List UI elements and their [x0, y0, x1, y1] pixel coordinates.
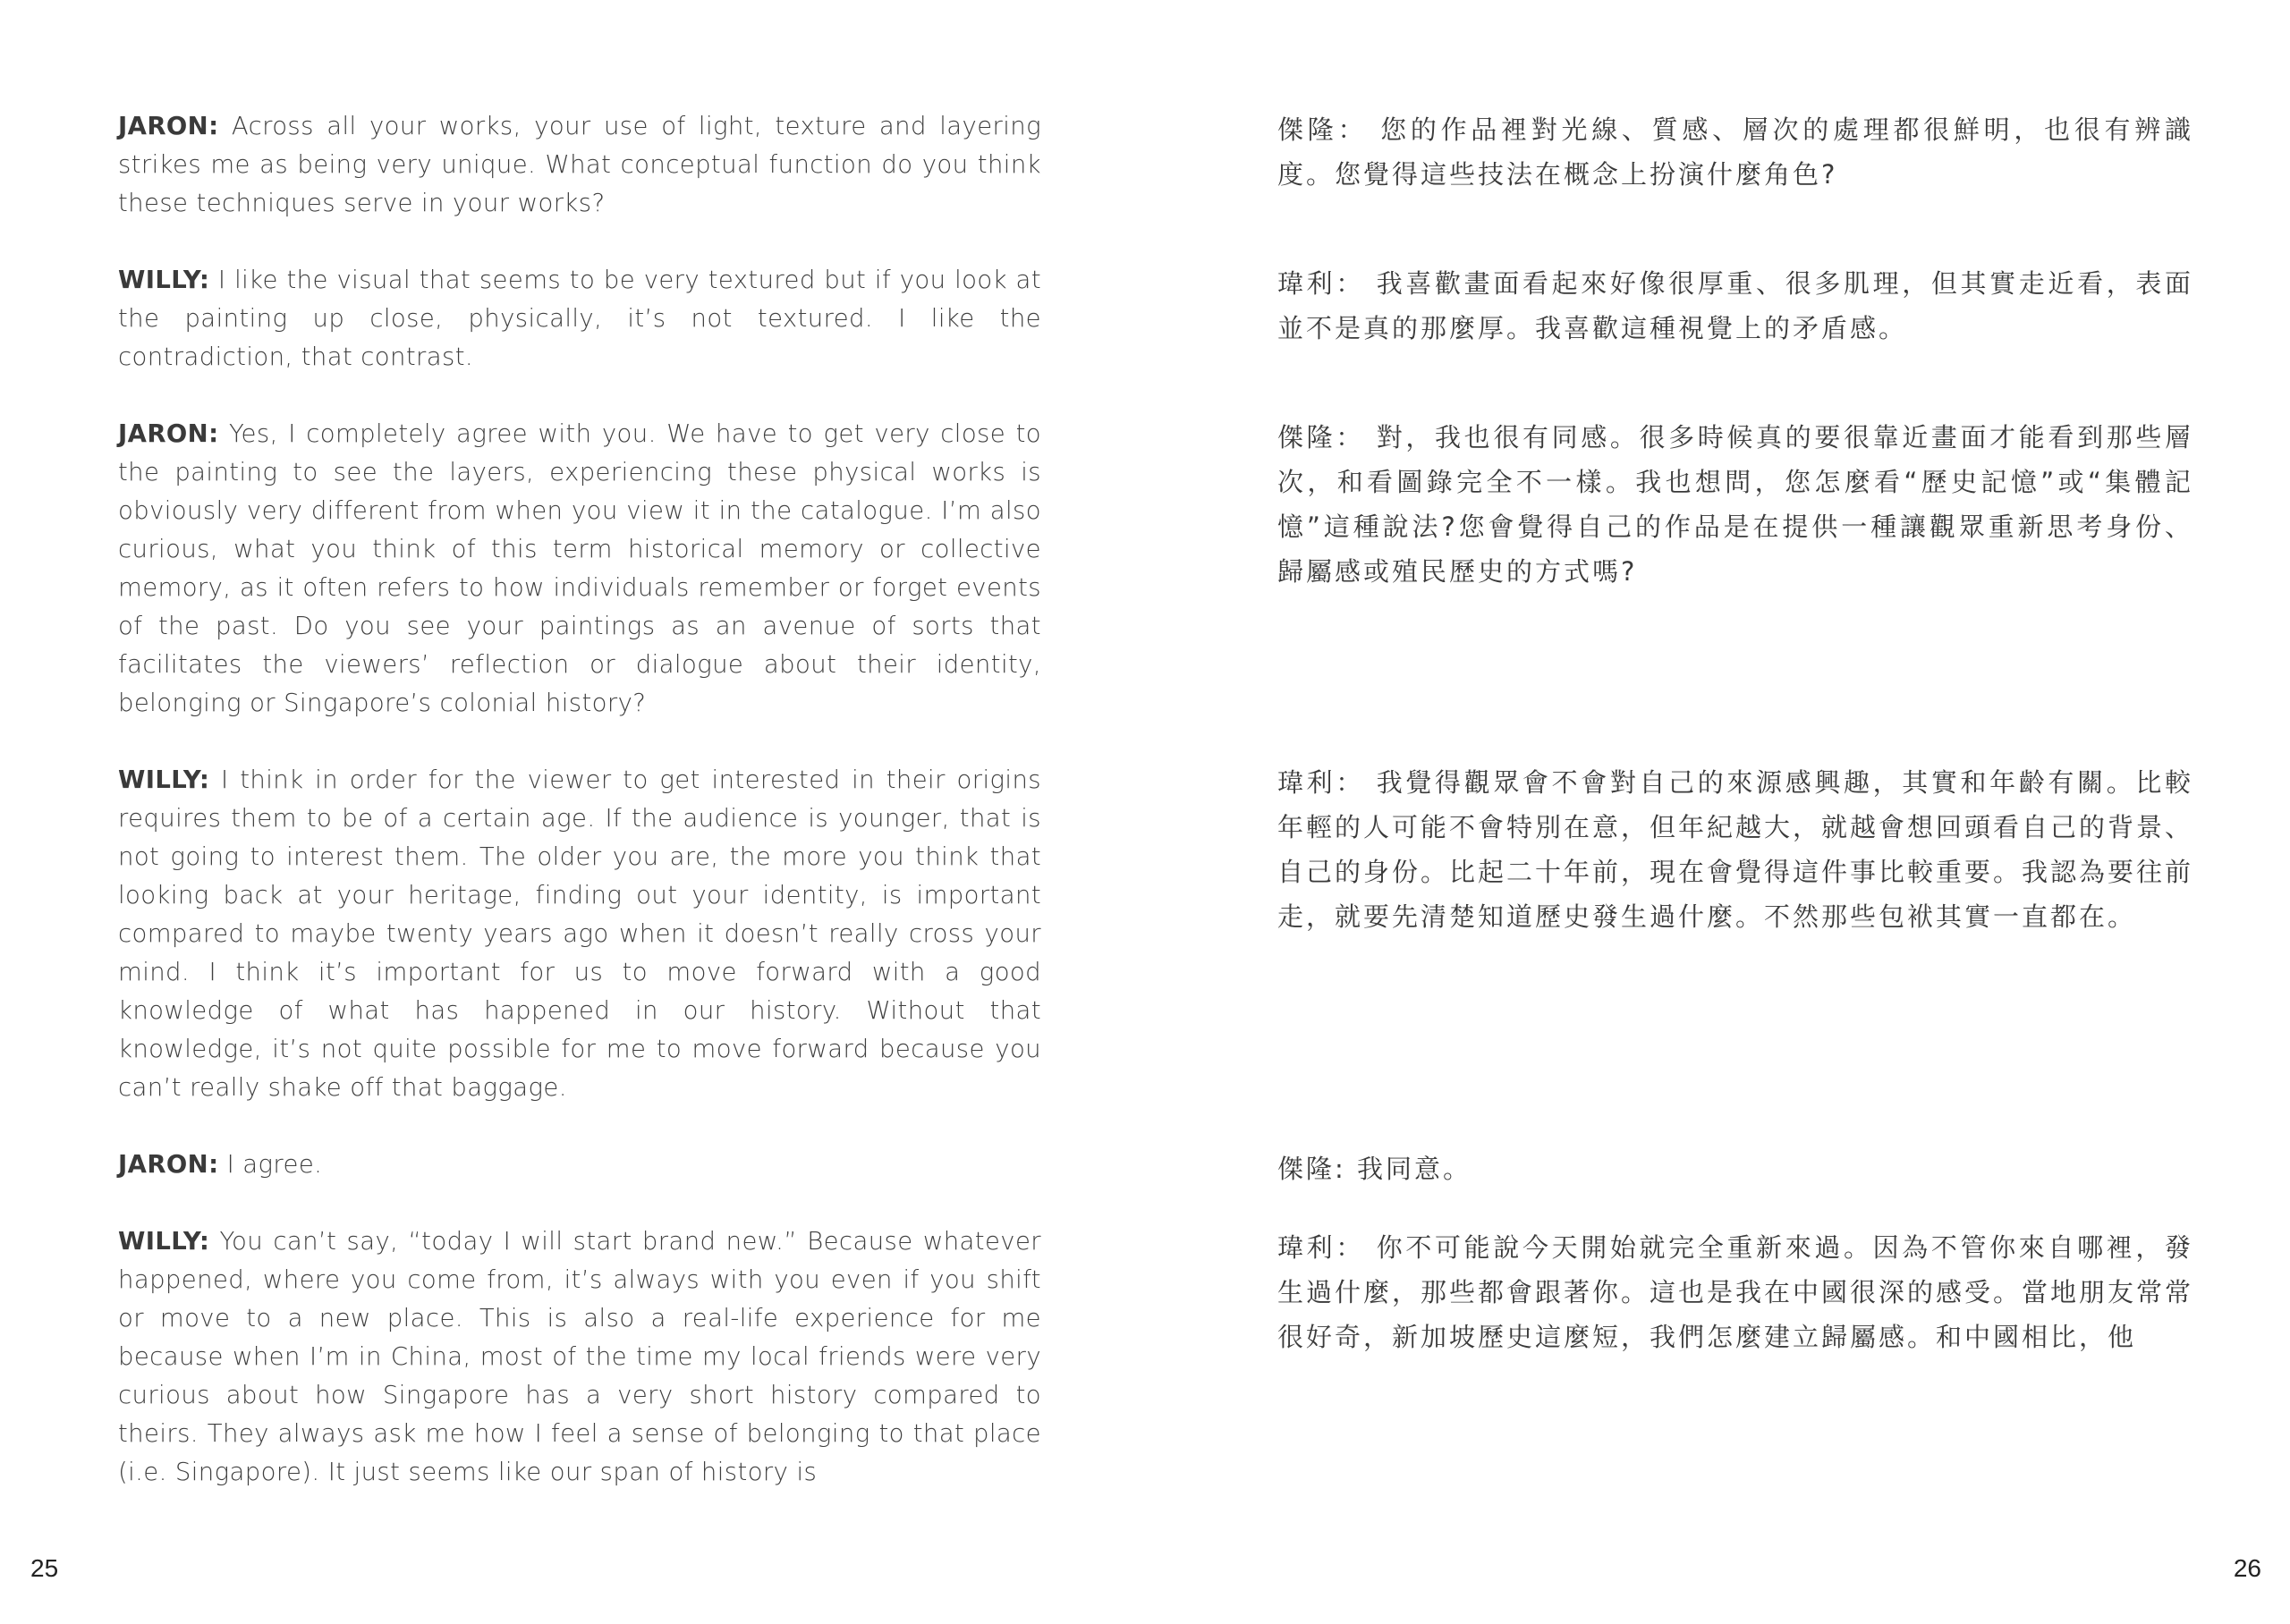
- paragraph-text: You can’t say, “today I will start brand new.” Because whatever happened, where you come from, it’s always with you even if you shift or move to a new place. This is also a real-life experience for me because when I’m in China, most of the time my local friends were very curious about how Singapore has a very short history compared to theirs. They always ask me how I feel a sense of belonging to that place (i.e. Singapore). It just seems like our span of history is: [118, 1227, 1041, 1486]
- interview-paragraph: 傑隆： 對，我也很有同感。很多時候真的要很靠近畫面才能看到那些層次，和看圖錄完全不一樣。我也想問，您怎麼看“歷史記憶”或“集體記憶”這種說法?您會覺得自己的作品是在提供一種讓觀眾重新思考身份、歸屬感或殖民歷史的方式嗎?: [1277, 422, 2193, 587]
- right-page: [1145, 0, 2290, 1624]
- page-number: 25: [30, 1554, 59, 1582]
- paragraph-text: I think in order for the viewer to get interested in their origins requires them to be of a certain age. If the audience is younger, that is not going to interest them. The older you are, the more you think that looking back at your heritage, finding out your identity, is important compared to maybe twenty years ago when it doesn’t really cross your mind. I think it’s important for us to move forward with a good knowledge of what has happened in our history. Without that knowledge, it’s not quite possible for me to move forward because you can’t really shake off that baggage.: [118, 765, 1041, 1102]
- speaker-label: WILLY:: [118, 1227, 210, 1256]
- speaker-label: JARON:: [118, 112, 219, 140]
- english-interview-column: [118, 107, 1041, 1530]
- speaker-label: JARON:: [118, 419, 219, 448]
- speaker-label: WILLY:: [118, 765, 210, 794]
- interview-paragraph: [118, 761, 1041, 1107]
- interview-paragraph: 傑隆: 我同意。: [1277, 1154, 1472, 1184]
- interview-paragraph: 傑隆： 您的作品裡對光線、質感、層次的處理都很鮮明，也很有辨識度。您覺得這些技法在概念上扮演什麼角色?: [1277, 114, 2193, 190]
- paragraph-text: Across all your works, your use of light, texture and layering strikes me as being very unique. What conceptual function do you think these techniques serve in your works?: [118, 112, 1041, 217]
- interview-paragraph: 瑋利： 我喜歡畫面看起來好像很厚重、很多肌理，但其實走近看，表面並不是真的那麼厚。我喜歡這種視覺上的矛盾感。: [1277, 268, 2193, 343]
- interview-paragraph: [118, 1146, 1041, 1184]
- interview-paragraph: [118, 107, 1041, 223]
- interview-paragraph: [118, 1222, 1041, 1492]
- page-number: 26: [2233, 1554, 2261, 1582]
- paragraph-text: Yes, I completely agree with you. We have to get very close to the painting to see the layers, experiencing these physical works is obviously very different from when you view it in the catalogue. I’m also curious, what you think of this term historical memory or collective memory, as it often refers to how individuals remember or forget events of the past. Do you see your paintings as an avenue of sorts that facilitates the viewers’ reflection or dialogue about their identity, belonging or Singapore’s colonial history?: [118, 419, 1041, 717]
- interview-paragraph: [118, 415, 1041, 723]
- speaker-label: JARON:: [118, 1150, 219, 1179]
- speaker-label: WILLY:: [118, 266, 210, 294]
- interview-paragraph: 瑋利： 我覺得觀眾會不會對自己的來源感興趣，其實和年齡有關。比較年輕的人可能不會特別在意，但年紀越大，就越會想回頭看自己的背景、自己的身份。比起二十年前，現在會覺得這件事比較重要。我認為要往前走，就要先清楚知道歷史發生過什麼。不然那些包袱其實一直都在。: [1277, 767, 2194, 932]
- interview-paragraph: 瑋利： 你不可能說今天開始就完全重新來過。因為不管你來自哪裡，發生過什麼，那些都會跟著你。這也是我在中國很深的感受。當地朋友常常很好奇，新加坡歷史這麼短，我們怎麼建立歸屬感。和中國相比，他: [1277, 1232, 2194, 1352]
- paragraph-text: I agree.: [218, 1150, 323, 1179]
- interview-paragraph: [118, 261, 1041, 376]
- paragraph-text: I like the visual that seems to be very textured but if you look at the painting up close, physically, it’s not textured. I like the contradiction, that contrast.: [118, 266, 1041, 371]
